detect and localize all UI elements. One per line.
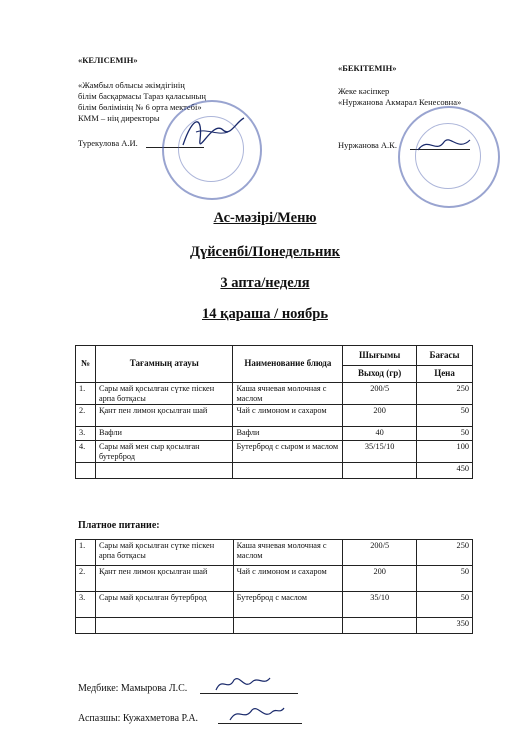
table-row xyxy=(76,441,473,463)
left-signer: Турекулова А.И. xyxy=(78,138,138,148)
day-title: Дүйсенбі/Понедельник xyxy=(189,244,341,260)
menu-table xyxy=(75,345,473,479)
row-name-ru: Вафли xyxy=(233,427,343,441)
row-num: 1. xyxy=(76,383,96,405)
left-org-line4: КММ – нің директоры xyxy=(78,113,160,123)
row-name-ru: Чай с лимоном и сахаром xyxy=(233,405,343,427)
row-num: 1. xyxy=(76,540,96,566)
table-row xyxy=(76,540,473,566)
total-price: 350 xyxy=(417,618,473,634)
row-price: 50 xyxy=(417,566,473,592)
nurse-signer: Медбике: Мамырова Л.С. xyxy=(78,683,188,694)
date-title: 14 қараша / ноябрь xyxy=(202,306,328,322)
row-name-ru: Каша ячневая молочная с маслом xyxy=(233,383,343,405)
left-approval-title: «КЕЛІСЕМІН» xyxy=(78,55,138,65)
right-signature xyxy=(414,130,474,160)
left-org-line2: білім басқармасы Тараз қаласының xyxy=(78,91,206,101)
right-org-line2: «Нуржанова Акмарал Кенесовна» xyxy=(338,97,462,107)
header-price-kz: Бағасы xyxy=(417,346,473,366)
header-name-kz: Тағамның атауы xyxy=(95,346,233,383)
right-org-line1: Жеке кәсіпкер xyxy=(338,86,390,96)
row-num: 2. xyxy=(76,566,96,592)
row-num: 4. xyxy=(76,441,96,463)
row-price: 250 xyxy=(417,383,473,405)
row-num: 3. xyxy=(76,592,96,618)
right-signer: Нуржанова А.К. xyxy=(338,140,397,150)
row-name-kz: Сары май қосылған бутерброд xyxy=(95,592,233,618)
row-name-kz: Сары май қосылған сүтке піскен арпа ботқасы xyxy=(95,383,233,405)
cook-signer: Аспазшы: Кужахметова Р.А. xyxy=(78,713,199,724)
row-yield: 35/15/10 xyxy=(343,441,417,463)
row-name-kz: Сары май қосылған сүтке піскен арпа ботқасы xyxy=(95,540,233,566)
left-org-line1: «Жамбыл облысы әкімдігінің xyxy=(78,80,185,90)
nurse-signature xyxy=(212,672,272,696)
row-yield: 200 xyxy=(343,566,417,592)
table-row xyxy=(76,592,473,618)
header-yield-ru: Выход (гр) xyxy=(343,366,417,383)
week-title: 3 апта/неделя xyxy=(220,275,310,291)
row-name-ru: Бутерброд с сыром и маслом xyxy=(233,441,343,463)
row-yield: 35/10 xyxy=(343,592,417,618)
left-signature xyxy=(178,110,248,160)
header-name-ru: Наименование блюда xyxy=(233,346,343,383)
row-price: 250 xyxy=(417,540,473,566)
total-price: 450 xyxy=(417,463,473,479)
table-row xyxy=(76,427,473,441)
row-yield: 200/5 xyxy=(343,383,417,405)
table-total-row xyxy=(76,463,473,479)
cook-signature xyxy=(226,700,286,726)
table-row xyxy=(76,566,473,592)
table-row xyxy=(76,405,473,427)
header-yield-kz: Шығымы xyxy=(343,346,417,366)
row-name-kz: Қант пен лимон қосылған шай xyxy=(95,405,233,427)
paid-meals-label: Платное питание: xyxy=(78,520,160,531)
row-num: 2. xyxy=(76,405,96,427)
row-price: 50 xyxy=(417,592,473,618)
row-name-ru: Бутерброд с маслом xyxy=(233,592,343,618)
left-org-line3: білім бөлімінің № 6 орта мектебі» xyxy=(78,102,202,112)
row-name-kz: Сары май мен сыр қосылған бутерброд xyxy=(95,441,233,463)
table-total-row xyxy=(76,618,473,634)
header-price-ru: Цена xyxy=(417,366,473,383)
row-yield: 200/5 xyxy=(343,540,417,566)
row-price: 50 xyxy=(417,405,473,427)
row-name-ru: Чай с лимоном и сахаром xyxy=(233,566,343,592)
menu-title: Ас-мәзірі/Меню xyxy=(213,210,317,226)
right-approval-title: «БЕКІТЕМІН» xyxy=(338,63,397,73)
header-num: № xyxy=(76,346,96,383)
row-yield: 40 xyxy=(343,427,417,441)
row-name-kz: Қант пен лимон қосылған шай xyxy=(95,566,233,592)
row-num: 3. xyxy=(76,427,96,441)
row-price: 100 xyxy=(417,441,473,463)
row-name-kz: Вафли xyxy=(95,427,233,441)
row-name-ru: Каша ячневая молочная с маслом xyxy=(233,540,343,566)
table-row xyxy=(76,383,473,405)
row-yield: 200 xyxy=(343,405,417,427)
paid-menu-table xyxy=(75,539,473,634)
row-price: 50 xyxy=(417,427,473,441)
